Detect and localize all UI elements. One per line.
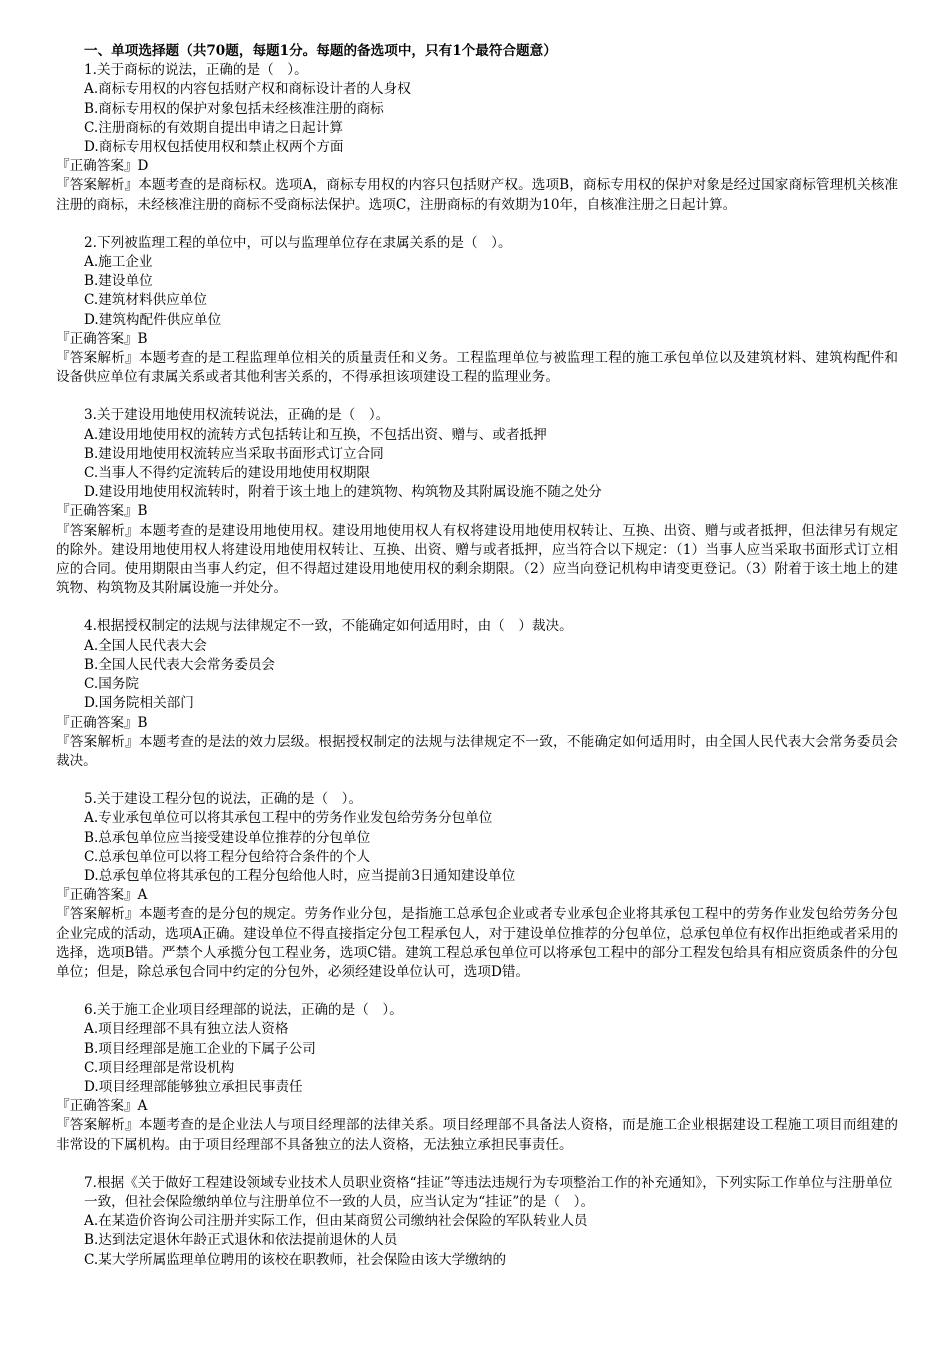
option-a: A.商标专用权的内容包括财产权和商标设计者的人身权 (84, 81, 411, 98)
option-c: C.建筑材料供应单位 (84, 292, 207, 309)
option-a: A.项目经理部不具有独立法人资格 (84, 1021, 289, 1038)
question-stem: 6.关于施工企业项目经理部的说法，正确的是（ ）。 (84, 1002, 403, 1019)
option-b: B.总承包单位应当接受建设单位推荐的分包单位 (84, 829, 371, 846)
question-5 (56, 790, 898, 982)
option-b: B.建设单位 (84, 273, 153, 290)
answer-analysis: 『答案解析』本题考查的是建设用地使用权。建设用地使用权人有权将建设用地使用权转让、互换、出资、赠与或者抵押，但法律另有规定的除外。建设用地使用权人将建设用地使用权转让、互换、出资、赠与或者抵押，应当符合以下规定：（1）当事人应当采取书面形式订立相应的合同。使用期限由当事人约定，但不得超过建设用地使用权的剩余期限。（2）应当向登记机构申请变更登记。（3）附着于该土地上的建筑物、构筑物及其附属设施一并处分。 (56, 522, 898, 597)
option-b: B.达到法定退休年龄正式退休和依法提前退休的人员 (84, 1232, 398, 1249)
option-b: B.商标专用权的保护对象包括未经核准注册的商标 (84, 100, 384, 117)
option-d: D.建筑构配件供应单位 (84, 311, 222, 328)
option-b: B.项目经理部是施工企业的下属子公司 (84, 1040, 316, 1057)
correct-answer: 『正确答案』B (56, 503, 148, 520)
correct-answer: 『正确答案』A (56, 1098, 148, 1115)
answer-analysis: 『答案解析』本题考查的是工程监理单位相关的质量责任和义务。工程监理单位与被监理工程的施工承包单位以及建筑材料、建筑构配件和设备供应单位有隶属关系或者其他利害关系的，不得承担该项建设工程的监理业务。 (56, 350, 898, 386)
question-stem: 2.下列被监理工程的单位中，可以与监理单位存在隶属关系的是（ ）。 (84, 234, 512, 251)
correct-answer: 『正确答案』B (56, 330, 148, 347)
question-1 (56, 61, 898, 215)
question-stem: 7.根据《关于做好工程建设领域专业技术人员职业资格“挂证”等违法违规行为专项整治工作的补充通知》，下列实际工作单位与注册单位一致，但社会保险缴纳单位与注册单位不一致的人员，应当认定为“挂证”的是（ ）。 (84, 1174, 893, 1210)
document-page (56, 42, 898, 1289)
question-stem: 5.关于建设工程分包的说法，正确的是（ ）。 (84, 791, 363, 808)
question-3 (56, 406, 898, 598)
option-c: C.总承包单位可以将工程分包给符合条件的个人 (84, 848, 371, 865)
question-4 (56, 617, 898, 771)
option-b: B.建设用地使用权流转应当采取书面形式订立合同 (84, 445, 384, 462)
correct-answer: 『正确答案』B (56, 714, 148, 731)
question-7 (56, 1174, 898, 1270)
question-stem: 4.根据授权制定的法规与法律规定不一致，不能确定如何适用时，由（ ）裁决。 (84, 618, 573, 635)
option-d: D.国务院相关部门 (84, 695, 194, 712)
answer-analysis: 『答案解析』本题考查的是企业法人与项目经理部的法律关系。项目经理部不具备法人资格，而是施工企业根据建设工程施工项目而组建的非常设的下属机构。由于项目经理部不具备独立的法人资格，无法独立承担民事责任。 (56, 1117, 898, 1153)
answer-analysis: 『答案解析』本题考查的是分包的规定。劳务作业分包，是指施工总承包企业或者专业承包企业将其承包工程中的劳务作业发包给劳务分包企业完成的活动，选项A正确。建设单位不得直接指定分包工程承包人，对于建设单位推荐的分包单位，总承包单位有权作出拒绝或者采用的选择，选项B错。严禁个人承揽分包工程业务，选项C错。建筑工程总承包单位可以将承包工程中的部分工程发包给具有相应资质条件的分包单位；但是，除总承包合同中约定的分包外，必须经建设单位认可，选项D错。 (56, 906, 898, 980)
option-a: A.全国人民代表大会 (84, 637, 207, 654)
question-6 (56, 1001, 898, 1155)
option-c: C.当事人不得约定流转后的建设用地使用权期限 (84, 465, 371, 482)
option-b: B.全国人民代表大会常务委员会 (84, 656, 276, 673)
question-stem: 3.关于建设用地使用权流转说法，正确的是（ ）。 (84, 407, 390, 424)
option-d: D.项目经理部能够独立承担民事责任 (84, 1078, 303, 1095)
correct-answer: 『正确答案』A (56, 887, 148, 904)
option-d: D.建设用地使用权流转时，附着于该土地上的建筑物、构筑物及其附属设施不随之处分 (84, 484, 602, 501)
section-title: 一、单项选择题（共70题，每题1分。每题的备选项中，只有1个最符合题意） (84, 43, 557, 59)
option-a: A.在某造价咨询公司注册并实际工作，但由某商贸公司缴纳社会保险的军队转业人员 (84, 1213, 588, 1230)
correct-answer: 『正确答案』D (56, 158, 149, 175)
question-2 (56, 234, 898, 388)
option-a: A.建设用地使用权的流转方式包括转让和互换，不包括出资、赠与、或者抵押 (84, 426, 547, 443)
answer-analysis: 『答案解析』本题考查的是法的效力层级。根据授权制定的法规与法律规定不一致，不能确定如何适用时，由全国人民代表大会常务委员会裁决。 (56, 733, 898, 769)
option-c: C.某大学所属监理单位聘用的该校在职教师，社会保险由该大学缴纳的 (84, 1251, 507, 1268)
question-stem: 1.关于商标的说法，正确的是（ ）。 (84, 62, 308, 79)
option-c: C.项目经理部是常设机构 (84, 1059, 235, 1076)
option-d: D.商标专用权包括使用权和禁止权两个方面 (84, 139, 344, 156)
option-c: C.国务院 (84, 676, 140, 693)
option-a: A.施工企业 (84, 254, 153, 271)
option-a: A.专业承包单位可以将其承包工程中的劳务作业发包给劳务分包单位 (84, 810, 493, 827)
option-c: C.注册商标的有效期自提出申请之日起计算 (84, 119, 343, 136)
option-d: D.总承包单位将其承包的工程分包给他人时，应当提前3日通知建设单位 (84, 867, 516, 884)
answer-analysis: 『答案解析』本题考查的是商标权。选项A，商标专用权的内容只包括财产权。选项B，商标专用权的保护对象是经过国家商标管理机关核准注册的商标，未经核准注册的商标不受商标法保护。选项C，注册商标的有效期为10年，自核准注册之日起计算。 (56, 177, 898, 213)
